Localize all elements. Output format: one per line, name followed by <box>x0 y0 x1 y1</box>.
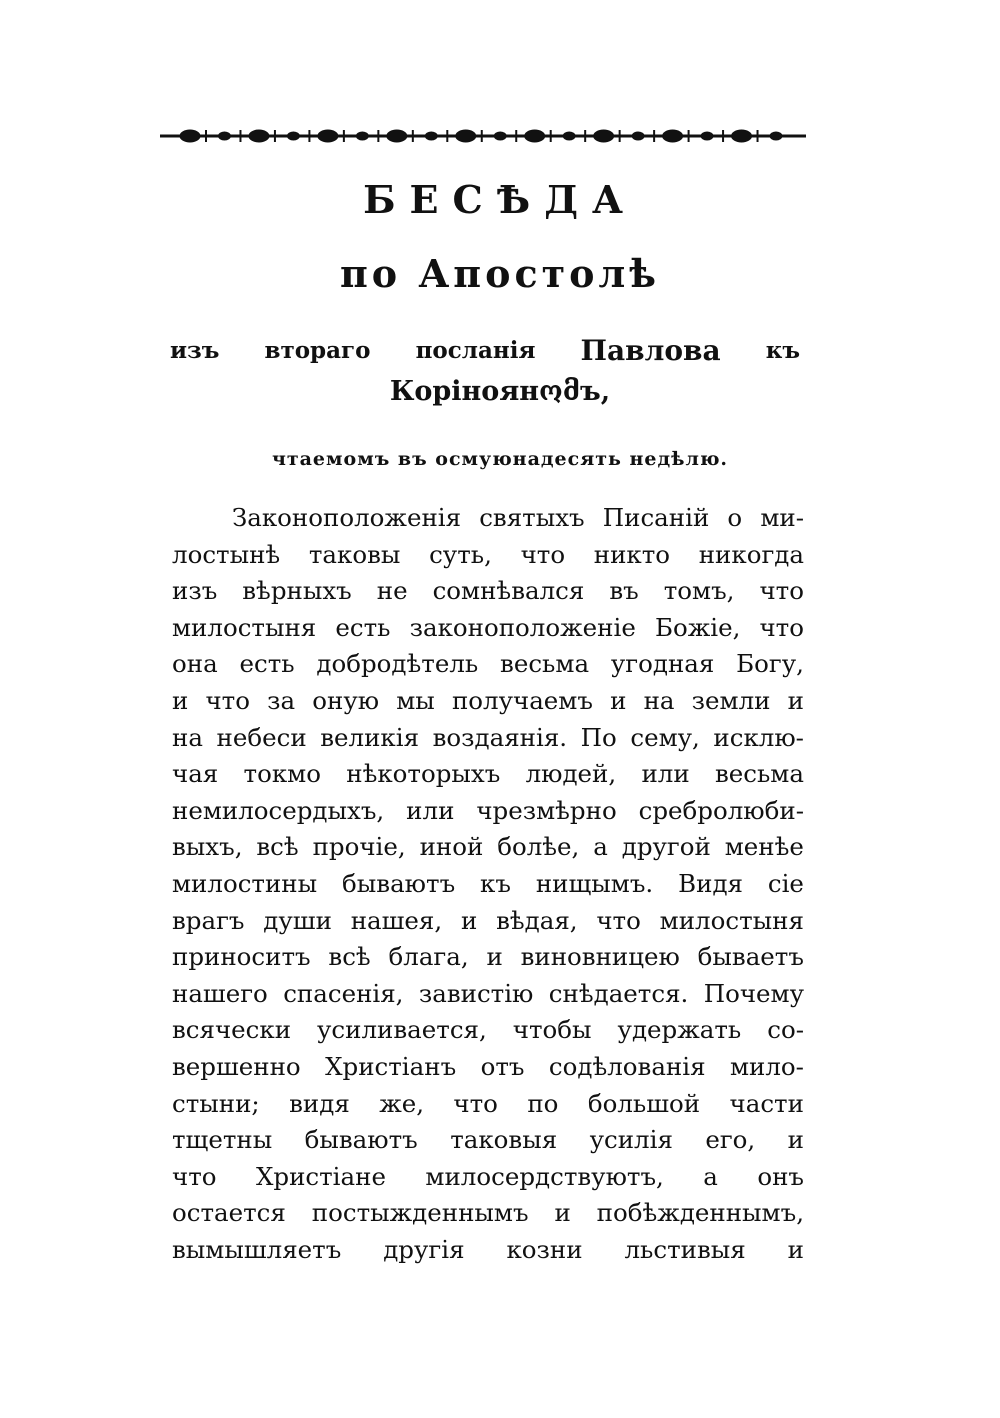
word: исклю- <box>713 722 804 752</box>
word: мило- <box>729 1051 804 1081</box>
word: всѣ <box>256 832 299 862</box>
text-line <box>172 1012 804 1049</box>
word: на <box>643 685 675 715</box>
word: бываетъ <box>697 942 804 972</box>
word: весьма <box>500 649 590 679</box>
divider-bead <box>663 130 683 142</box>
word: завистію <box>418 978 534 1008</box>
divider-bead <box>701 132 713 140</box>
word: или <box>406 795 455 825</box>
text-line <box>172 976 804 1013</box>
word: постыжденнымъ <box>311 1198 529 1228</box>
word: Христіанъ <box>325 1051 457 1081</box>
divider-bead <box>563 132 575 140</box>
epistle-heading-continued: Коріноянომъ, <box>389 376 611 407</box>
word: всячески <box>172 1015 292 1045</box>
word: содѣлованія <box>548 1051 706 1081</box>
word: сіе <box>767 868 804 898</box>
heading-word: Павлова <box>580 334 721 367</box>
word: снѣдается. <box>548 978 689 1008</box>
word: великія <box>320 722 420 752</box>
reading-note: чтаемомъ въ осмуюнадесять недѣлю. <box>271 448 729 470</box>
word: нашего <box>172 978 268 1008</box>
word: онъ <box>757 1161 804 1191</box>
word: получаемъ <box>451 685 593 715</box>
decorative-divider <box>160 124 806 148</box>
word: за <box>267 685 296 715</box>
word: воздаянія. <box>432 722 568 752</box>
word: есть <box>239 649 295 679</box>
word: и <box>486 942 503 972</box>
divider-bead <box>180 130 200 142</box>
word: остается <box>172 1198 286 1228</box>
word: на <box>172 722 203 752</box>
word: и <box>787 685 804 715</box>
word: Христіане <box>255 1161 386 1191</box>
word: токмо <box>243 759 321 789</box>
word: бываютъ <box>342 868 456 898</box>
page-subtitle: по Апостолѣ <box>339 251 661 296</box>
word: немилосердыхъ, <box>172 795 385 825</box>
word: другія <box>383 1234 465 1264</box>
word: и <box>554 1198 571 1228</box>
word: къ <box>480 868 511 898</box>
epistle-heading <box>170 333 800 369</box>
word: виновницею <box>520 942 680 972</box>
divider-bead <box>425 132 437 140</box>
word: лостынѣ <box>172 539 281 569</box>
word: души <box>263 905 332 935</box>
word: отъ <box>480 1051 525 1081</box>
word: вѣдая, <box>496 905 578 935</box>
word: прочіе, <box>312 832 406 862</box>
word: козни <box>506 1234 583 1264</box>
text-line <box>172 903 804 940</box>
text-line <box>172 1086 804 1123</box>
divider-bead <box>456 130 476 142</box>
word: весьма <box>714 759 804 789</box>
word: По <box>580 722 617 752</box>
word: стыни; <box>172 1088 260 1118</box>
word: спасенія, <box>283 978 404 1008</box>
divider-bead <box>770 132 782 140</box>
heading-word: посланія <box>415 337 536 364</box>
word: людей, <box>525 759 617 789</box>
word: выхъ, <box>172 832 243 862</box>
word: оную <box>312 685 380 715</box>
word: что <box>453 1088 498 1118</box>
word: мы <box>396 685 435 715</box>
word: Богу, <box>736 649 804 679</box>
word: милостины <box>172 868 318 898</box>
word: и <box>787 1125 804 1155</box>
word: о <box>727 503 743 532</box>
text-line <box>172 610 804 647</box>
word: врагъ <box>172 905 245 935</box>
word: въ <box>609 576 639 606</box>
word: томъ, <box>663 576 735 606</box>
heading-word: къ <box>765 337 800 364</box>
word: усиливается, <box>317 1015 487 1045</box>
word: суть, <box>429 539 492 569</box>
word: что <box>759 612 804 642</box>
word: что <box>520 539 566 569</box>
word: болѣе, <box>497 832 580 862</box>
divider-bead <box>356 132 368 140</box>
word: тщетны <box>172 1125 273 1155</box>
text-line <box>172 500 804 537</box>
word: вѣрныхъ <box>242 576 352 606</box>
word: добродѣтель <box>316 649 479 679</box>
divider-bead <box>494 132 506 140</box>
page-title: БЕСѢДА <box>363 177 637 222</box>
divider-bead <box>249 130 269 142</box>
word: Почему <box>703 978 804 1008</box>
word: льстивыя <box>624 1234 746 1264</box>
word: же, <box>379 1088 425 1118</box>
word: ми- <box>760 503 804 532</box>
divider-bead <box>318 130 338 142</box>
word: милостыня <box>659 905 804 935</box>
text-line <box>172 1122 804 1159</box>
word: побѣжденнымъ, <box>596 1198 804 1228</box>
word: что <box>596 905 641 935</box>
word: она <box>172 649 218 679</box>
word: иной <box>419 832 484 862</box>
word: законоположеніе <box>409 612 636 642</box>
word: Божіе, <box>654 612 741 642</box>
word: нищымъ. <box>535 868 654 898</box>
text-line <box>172 720 804 757</box>
word: видя <box>289 1088 350 1118</box>
text-line <box>172 1049 804 1086</box>
word: а <box>593 832 608 862</box>
text-line <box>172 756 804 793</box>
divider-bead <box>218 132 230 140</box>
word: чрезмѣрно <box>476 795 617 825</box>
word: вершенно <box>172 1051 301 1081</box>
word: таковыя <box>450 1125 558 1155</box>
word: по <box>527 1088 559 1118</box>
text-line <box>172 1232 804 1269</box>
text-line <box>172 829 804 866</box>
word: милостыня <box>172 612 317 642</box>
word: другой <box>621 832 711 862</box>
word: и <box>172 685 189 715</box>
word: Законоположенія <box>232 503 462 532</box>
word: святыхъ <box>479 503 585 532</box>
word: никто <box>593 539 671 569</box>
word: что <box>205 685 250 715</box>
text-line <box>172 866 804 903</box>
text-line <box>172 537 804 574</box>
word: изъ <box>172 576 218 606</box>
text-line <box>172 573 804 610</box>
divider-bead <box>387 130 407 142</box>
text-line <box>172 1159 804 1196</box>
word: усилія <box>589 1125 673 1155</box>
word: угодная <box>610 649 715 679</box>
text-line <box>172 939 804 976</box>
divider-bead <box>732 130 752 142</box>
word: удержать <box>617 1015 742 1045</box>
word: со- <box>767 1015 804 1045</box>
body-text <box>172 500 804 1268</box>
text-line <box>172 646 804 683</box>
word: части <box>729 1088 804 1118</box>
heading-word: втораго <box>264 337 371 364</box>
text-line <box>172 683 804 720</box>
word: большой <box>587 1088 701 1118</box>
word: что <box>172 1161 217 1191</box>
word: всѣ <box>328 942 371 972</box>
word: чтобы <box>512 1015 592 1045</box>
divider-bead <box>525 130 545 142</box>
word: Писаній <box>602 503 710 532</box>
divider-bead <box>632 132 644 140</box>
word: никогда <box>698 539 804 569</box>
text-line <box>172 1195 804 1232</box>
word: нѣкоторыхъ <box>346 759 501 789</box>
word: сомнѣвался <box>432 576 585 606</box>
word: вымышляетъ <box>172 1234 342 1264</box>
word: блага, <box>388 942 469 972</box>
word: приноситъ <box>172 942 311 972</box>
word: чая <box>172 759 219 789</box>
word: и <box>610 685 627 715</box>
word: и <box>460 905 478 935</box>
word: сему, <box>630 722 700 752</box>
word: его, <box>705 1125 756 1155</box>
word: и <box>787 1234 804 1264</box>
word: Видя <box>678 868 743 898</box>
heading-word: изъ <box>170 337 220 364</box>
word: бываютъ <box>304 1125 418 1155</box>
word: есть <box>335 612 391 642</box>
divider-bead <box>594 130 614 142</box>
text-line <box>172 793 804 830</box>
word: или <box>641 759 690 789</box>
word: небеси <box>216 722 307 752</box>
word: сребролюби- <box>638 795 804 825</box>
word: менѣе <box>724 832 804 862</box>
word: милосердствуютъ, <box>425 1161 664 1191</box>
word: земли <box>691 685 771 715</box>
word: что <box>759 576 804 606</box>
word: не <box>376 576 408 606</box>
word: а <box>703 1161 718 1191</box>
word: таковы <box>308 539 401 569</box>
divider-bead <box>287 132 299 140</box>
word: нашея, <box>350 905 443 935</box>
